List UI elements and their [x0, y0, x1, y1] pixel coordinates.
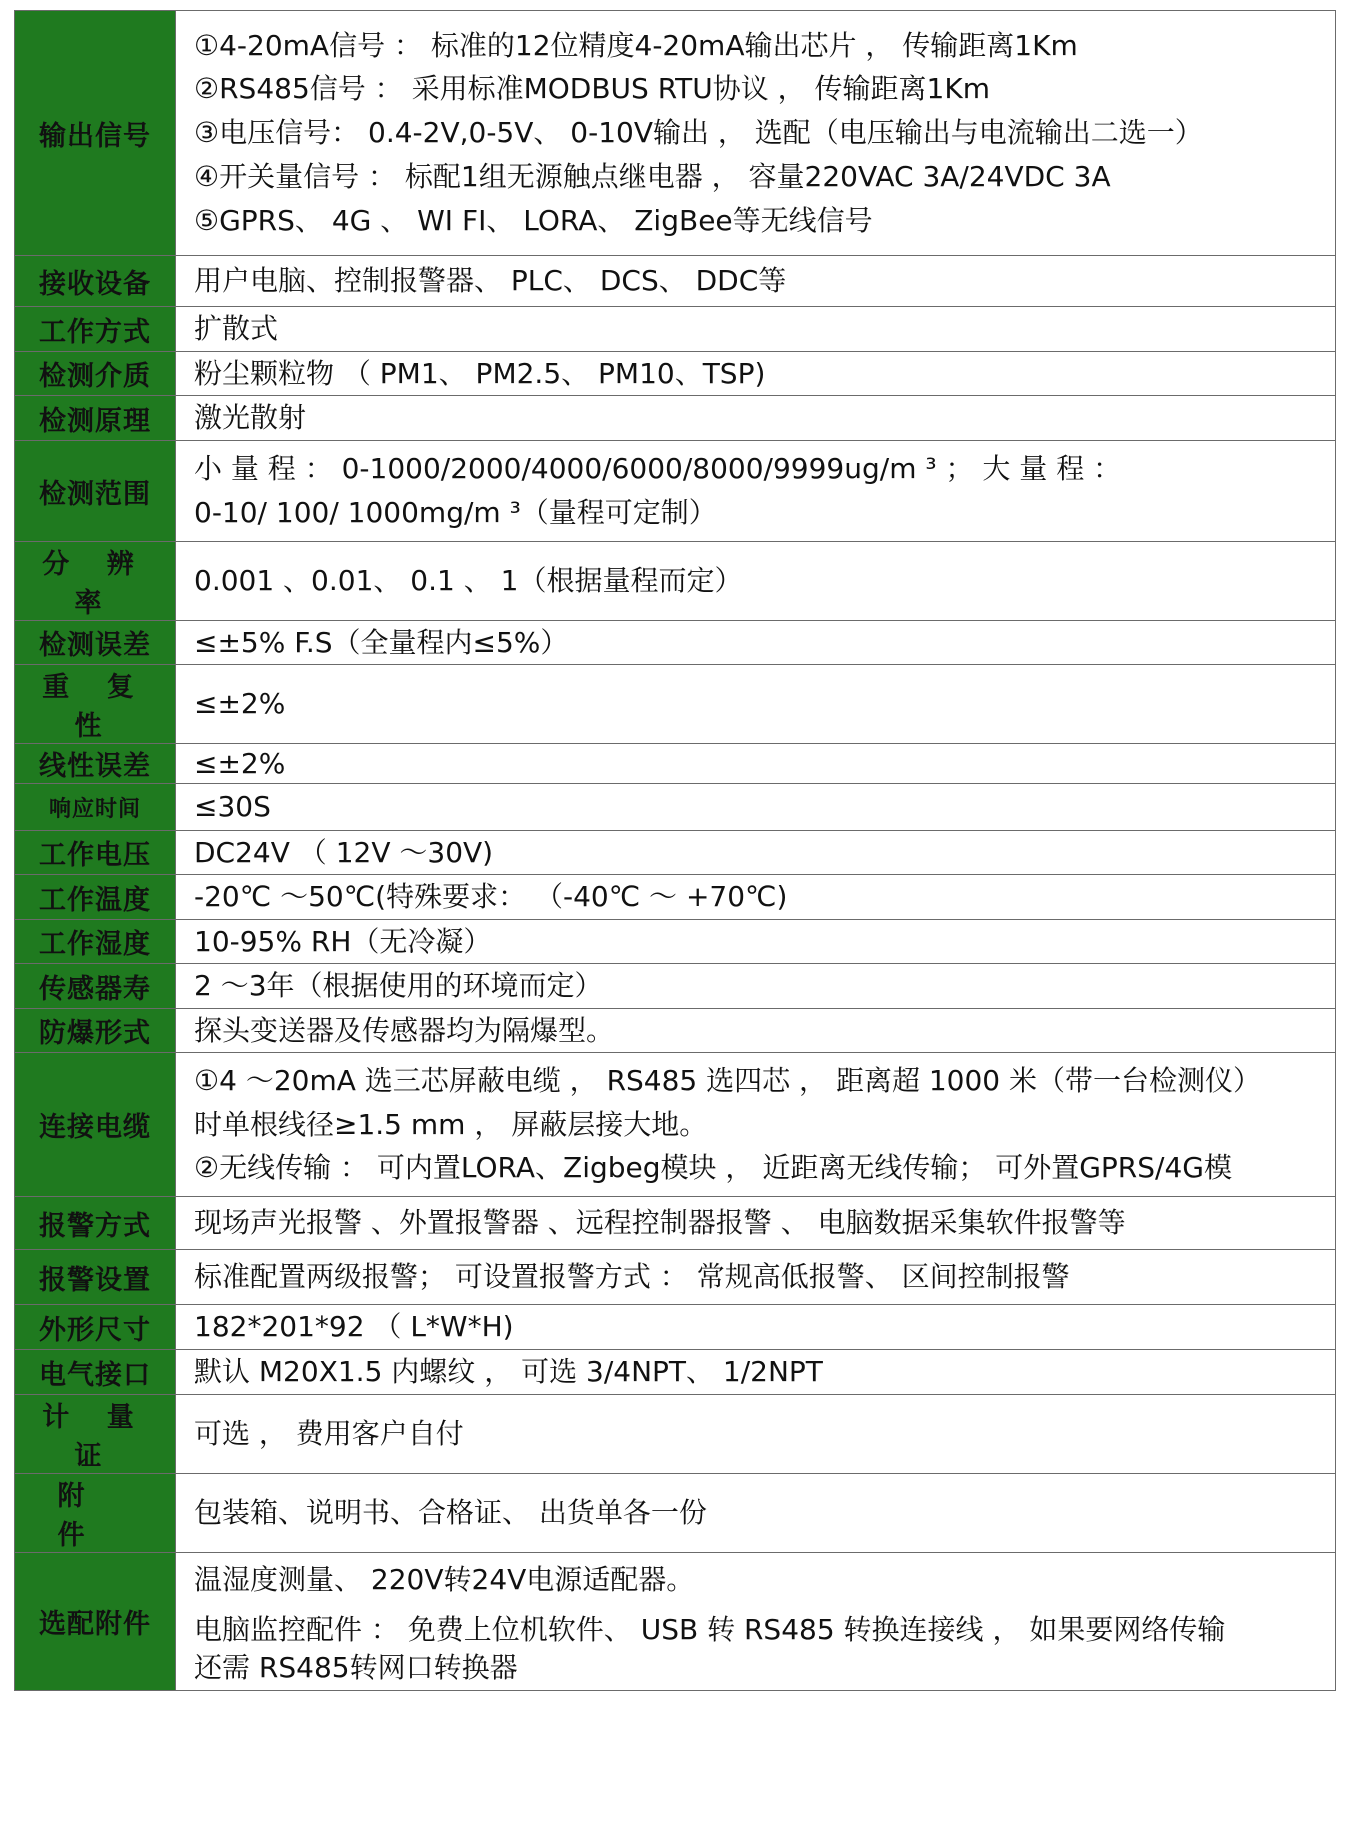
value-line: 用户电脑、控制报警器、 PLC、 DCS、 DDC等 — [194, 264, 787, 298]
row-value — [176, 1197, 1336, 1250]
row-label: 外形尺寸 — [15, 1305, 176, 1350]
spec-row-detection-principle — [15, 396, 1336, 441]
value-line: 2 ～3年（根据使用的环境而定） — [194, 969, 603, 1003]
value-line: 标准配置两级报警； 可设置报警方式 ： 常规高低报警、 区间控制报警 — [194, 1260, 1070, 1294]
value-line: 现场声光报警 、外置报警器 、远程控制器报警 、 电脑数据采集软件报警等 — [194, 1206, 1126, 1240]
row-value — [176, 352, 1336, 396]
spec-row-working-humidity — [15, 920, 1336, 964]
spec-row-receiving-device — [15, 256, 1336, 307]
row-value — [176, 1053, 1336, 1197]
row-value — [176, 1009, 1336, 1053]
row-label: 工作温度 — [15, 875, 176, 920]
spec-row-explosion-proof — [15, 1009, 1336, 1053]
row-label: 防爆形式 — [15, 1009, 176, 1053]
row-label: 传感器寿 — [15, 964, 176, 1009]
row-label: 选配附件 — [15, 1553, 176, 1691]
spec-row-electrical-interface — [15, 1350, 1336, 1395]
row-value — [176, 920, 1336, 964]
value-line: 时单根线径≥1.5 mm ， 屏蔽层接大地。 — [194, 1107, 708, 1141]
row-value — [176, 542, 1336, 621]
row-value — [176, 1250, 1336, 1305]
row-value — [176, 665, 1336, 744]
row-label: 检测误差 — [15, 621, 176, 665]
value-line: 还需 RS485转网口转换器 — [194, 1650, 518, 1684]
value-line: DC24V （ 12V ～30V) — [194, 835, 494, 869]
spec-row-optional-accessories — [15, 1553, 1336, 1691]
value-line: ≤±2% — [194, 687, 286, 721]
value-line: 扩散式 — [194, 312, 279, 346]
value-line: 粉尘颗粒物 （ PM1、 PM2.5、 PM10、TSP) — [194, 356, 766, 390]
spec-row-resolution — [15, 542, 1336, 621]
spec-row-output-signal — [15, 11, 1336, 256]
row-value — [176, 831, 1336, 875]
spec-row-detection-medium — [15, 352, 1336, 396]
value-line: ≤30S — [194, 790, 271, 824]
spec-row-working-voltage — [15, 831, 1336, 875]
row-value — [176, 1305, 1336, 1350]
spec-row-working-temperature — [15, 875, 1336, 920]
row-value — [176, 11, 1336, 256]
value-line: 0-10/ 100/ 1000mg/m ³（量程可定制） — [194, 496, 717, 529]
value-line: 10-95% RH（无冷凝） — [194, 924, 492, 958]
spec-row-alarm-mode — [15, 1197, 1336, 1250]
spec-table — [14, 10, 1336, 1691]
value-line: 182*201*92 （ L*W*H) — [194, 1310, 514, 1344]
row-label: 响应时间 — [15, 784, 176, 831]
spec-row-accessories — [15, 1474, 1336, 1553]
row-label: 接收设备 — [15, 256, 176, 307]
row-value — [176, 744, 1336, 784]
row-value — [176, 1474, 1336, 1553]
value-line: 小 量 程 ： 0-1000/2000/4000/6000/8000/9999ug/m ³ ； 大 量 程 ： — [194, 452, 1122, 486]
spec-row-dimensions — [15, 1305, 1336, 1350]
value-line: ⑤GPRS、 4G 、 WI FI、 LORA、 ZigBee等无线信号 — [194, 203, 873, 237]
value-line: 默认 M20X1.5 内螺纹 ， 可选 3/4NPT、 1/2NPT — [194, 1355, 823, 1389]
row-label: 输出信号 — [15, 11, 176, 256]
row-label: 工作方式 — [15, 307, 176, 352]
value-line: ②RS485信号 ： 采用标准MODBUS RTU协议 ， 传输距离1Km — [194, 72, 990, 106]
row-label: 工作湿度 — [15, 920, 176, 964]
spec-row-connection-cable — [15, 1053, 1336, 1197]
row-value — [176, 396, 1336, 441]
row-label: 连接电缆 — [15, 1053, 176, 1197]
row-value — [176, 1395, 1336, 1474]
value-line: ①4 ～20mA 选三芯屏蔽电缆 ， RS485 选四芯 ， 距离超 1000 米（带一台检测仪） — [194, 1063, 1262, 1097]
row-label: 分 辨 率 — [15, 542, 176, 621]
row-label: 线性误差 — [15, 744, 176, 784]
value-line: ≤±2% — [194, 746, 286, 780]
value-line: ②无线传输 ： 可内置LORA、Zigbeg模块 ， 近距离无线传输； 可外置GPRS/4G模 — [194, 1151, 1232, 1185]
spec-row-metrology-cert — [15, 1395, 1336, 1474]
row-label: 检测介质 — [15, 352, 176, 396]
value-line: ≤±5% F.S（全量程内≤5%） — [194, 625, 569, 659]
row-value — [176, 307, 1336, 352]
value-line: ④开关量信号 ： 标配1组无源触点继电器 ， 容量220VAC 3A/24VDC 3A — [194, 159, 1111, 193]
row-label: 报警设置 — [15, 1250, 176, 1305]
row-label: 工作电压 — [15, 831, 176, 875]
row-value — [176, 964, 1336, 1009]
value-line: 电脑监控配件 ： 免费上位机软件、 USB 转 RS485 转换连接线 ， 如果要网络传输 — [194, 1612, 1226, 1646]
value-line: -20℃ ～50℃(特殊要求： （-40℃ ～ +70℃) — [194, 880, 788, 914]
spec-row-repeatability — [15, 665, 1336, 744]
row-value — [176, 256, 1336, 307]
row-label: 检测原理 — [15, 396, 176, 441]
row-value — [176, 875, 1336, 920]
row-value — [176, 1553, 1336, 1691]
spec-row-linearity-error — [15, 744, 1336, 784]
row-label: 附 件 — [15, 1474, 176, 1553]
row-label: 重 复 性 — [15, 665, 176, 744]
spec-row-detection-range — [15, 441, 1336, 542]
spec-row-sensor-life — [15, 964, 1336, 1009]
value-line: 可选 ， 费用客户自付 — [194, 1417, 464, 1451]
row-label: 计 量 证 — [15, 1395, 176, 1474]
value-line: 温湿度测量、 220V转24V电源适配器。 — [194, 1563, 695, 1596]
value-line: ③电压信号： 0.4-2V,0-5V、 0-10V输出 ， 选配（电压输出与电流输出二选一） — [194, 116, 1203, 150]
row-label: 电气接口 — [15, 1350, 176, 1395]
value-line: 激光散射 — [194, 401, 307, 435]
row-value — [176, 1350, 1336, 1395]
row-value — [176, 621, 1336, 665]
row-label: 报警方式 — [15, 1197, 176, 1250]
value-line: 包装箱、说明书、合格证、 出货单各一份 — [194, 1496, 707, 1530]
row-value — [176, 441, 1336, 542]
value-line: ①4-20mA信号 ： 标准的12位精度4-20mA输出芯片 ， 传输距离1Km — [194, 28, 1078, 62]
value-line: 探头变送器及传感器均为隔爆型。 — [194, 1013, 615, 1047]
row-label: 检测范围 — [15, 441, 176, 542]
value-line: 0.001 、0.01、 0.1 、 1（根据量程而定） — [194, 564, 743, 598]
spec-row-alarm-settings — [15, 1250, 1336, 1305]
row-value — [176, 784, 1336, 831]
spec-row-response-time — [15, 784, 1336, 831]
spec-row-working-mode — [15, 307, 1336, 352]
spec-row-detection-error — [15, 621, 1336, 665]
